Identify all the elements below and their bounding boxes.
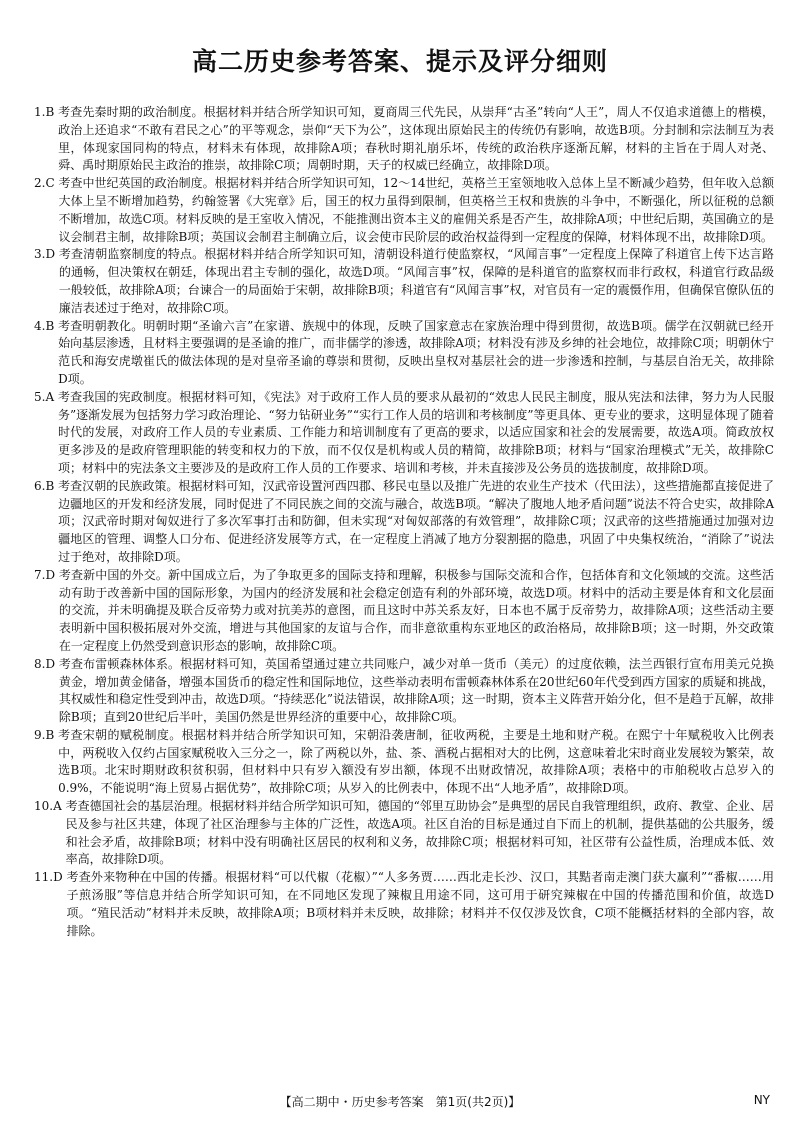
answer-text: 考查先秦时期的政治制度。根据材料并结合所学知识可知，夏商周三代先民，从崇拜“古圣”转向“人王”，周人不仅追求道德上的楷模，政治上还追求“不敢有君民之心”的平等观念，崇仰“天下为公”，这体现出原始民主的传统仍有影响，故选B项。分封制和宗法制互为表里，体现家国同构的特点，材料未有体现，故排除A项；春秋时期礼崩乐坏，传统的政治秩序逐渐瓦解，材料的主旨在于周人对尧、舜、禹时期原始民主政治的推崇，故排除C项；周朝时期，天子的权威已经确立，故排除D项。: [58, 105, 774, 173]
answer-number: 6.B: [34, 478, 59, 493]
answer-number: 3.D: [34, 247, 59, 262]
answer-item: [34, 389, 774, 478]
answer-item: [34, 175, 774, 246]
page-footer: 【高二期中・历史参考答案 第1页(共2页)】: [279, 1095, 521, 1109]
answer-text: 考查外来物种在中国的传播。根据材料“可以代椒（花椒）”“人多务贾……西北走长沙、汉口，其黠者南走澳门获大赢利”“番椒……用子煎汤服”等信息并结合所学知识可知，在不同地区发现了辣椒且用途不同，这可用于研究辣椒在中国的传播范围和价值，故选D项。“殖民活动”材料并未反映，故排除A项；B项材料并未反映，故排除；材料并不仅仅涉及饮食，C项不能概括材料的全部内容，故排除。: [66, 870, 774, 938]
answer-item: [34, 567, 774, 656]
answer-text: 考查德国社会的基层治理。根据材料并结合所学知识可知，德国的“邻里互助协会”是典型的居民自我管理组织，政府、教堂、企业、居民及参与社区共建，体现了社区治理参与主体的广泛性，故选A项。社区自治的目标是通过自下而上的机制，提供基础的公共服务，缓和社会矛盾，故排除B项；材料中没有明确社区居民的权利和义务，故排除C项；根据材料可知，社区带有公益性质，治理成本低、效率高，故排除D项。: [65, 799, 774, 867]
answer-number: 9.B: [34, 727, 59, 742]
answer-item: [34, 869, 774, 940]
answer-number: 8.D: [34, 656, 59, 671]
answer-text: 考查中世纪英国的政治制度。根据材料并结合所学知识可知，12～14世纪，英格兰王室领地收入总体上呈不断减少趋势，但年收入总额大体上呈不断增加趋势，约翰签署《大宪章》后，国王的权力虽得到限制，但英格兰王权和贵族的斗争中，不断强化，所以征税的总额不断增加，故选C项。材料反映的是王室收入情况，不能推测出资本主义的雇佣关系是否产生，故排除A项；中世纪后期，英国确立的是议会制君主制，故排除B项；英国议会制君主制确立后，议会使市民阶层的政治权益得到一定程度的保障，材料体现不出，故排除D项。: [58, 176, 774, 244]
footer-code: NY: [753, 1093, 770, 1107]
answer-number: 1.B: [34, 105, 59, 119]
answer-number: 7.D: [34, 567, 59, 582]
answer-text: 考查布雷顿森林体系。根据材料可知，英国希望通过建立共同账户，减少对单一货币（美元）的过度依赖，法兰西银行宣布用美元兑换黄金，增加黄金储备，增强本国货币的稳定性和国际地位，这些举动表明布雷顿森林体系在20世纪60年代受到西方国家的质疑和挑战，其权威性和稳定性受到冲击，故选D项。“持续恶化”说法错误，故排除A项；这一时期，资本主义阵营开始分化，但不是趋于瓦解，故排除B项；直到20世纪后半叶，美国仍然是世界经济的重要中心，故排除C项。: [58, 656, 774, 725]
answer-text: 考查宋朝的赋税制度。根据材料并结合所学知识可知，宋朝沿袭唐制，征收两税，主要是土地和财产税。在熙宁十年赋税收入比例表中，两税收入仅约占国家赋税收入三分之一，除了两税以外，盐、茶、酒税占据相对大的比例，这意味着北宋时商业发展较为繁荣，故选B项。北宋时期财政积贫积弱，但材料中只有岁入额没有岁出额，体现不出财政情况，故排除A项；表格中的市舶税收占总岁入的0.9%，不能说明“海上贸易占据优势”，故排除C项；从岁入的比例表中，体现不出“人地矛盾”，故排除D项。: [58, 727, 774, 796]
answer-item: [34, 478, 774, 567]
answer-number: 11.D: [34, 870, 67, 885]
answer-item: [34, 318, 774, 389]
answer-number: 10.A: [34, 799, 66, 814]
answer-text: 考查清朝监察制度的特点。根据材料并结合所学知识可知，清朝设科道行使监察权，“风闻言事”一定程度上保障了科道官上传下达言路的通畅，但决策权在朝廷，体现出君主专制的强化，故选D项。“风闻言事”权，保障的是科道官的监察权而非行政权，科道官行政品级一般较低，故排除A项；台谏合一的局面始于宋朝，故排除B项；科道官有“风闻言事”权，对官员有一定的震慑作用，但确保官僚队伍的廉洁表述过于绝对，故排除C项。: [58, 247, 774, 315]
answer-text: 考查明朝教化。明朝时期“圣谕六言”在家谱、族规中的体现，反映了国家意志在家族治理中得到贯彻，故选B项。儒学在汉朝就已经开始向基层渗透，且材料主要强调的是圣谕的推广，而非儒学的渗透，故排除A项；材料没有涉及乡绅的社会地位，故排除C项；明朝休宁范氏和海安虎墩崔氏的做法体现的是对皇帝圣谕的尊崇和贯彻，反映出皇权对基层社会的进一步渗透和控制，与基层自治无关，故排除D项。: [58, 318, 774, 386]
answer-item: [34, 727, 774, 798]
answer-item: [34, 798, 774, 869]
answer-item: [34, 246, 774, 317]
answer-text: 考查新中国的外交。新中国成立后，为了争取更多的国际支持和理解，积极参与国际交流和合作，包括体育和文化领域的交流。这些活动有助于改善新中国的国际形象，为国内的经济发展和社会稳定创造有利的外部环境，故选D项。材料中的活动主要是体育和文化层面的交流，并未明确提及联合反帝势力或对抗美苏的意图，而且这时中苏关系友好，日本也不属于反帝势力，故排除A项；这些活动主要表明新中国积极拓展对外交流，增进与其他国家的友谊与合作，而非意欲重构东亚地区的政治格局，故排除B项；这一时期，外交政策在一定程度上仍然受到意识形态的影响，故排除C项。: [58, 567, 774, 653]
answer-list: [34, 104, 774, 940]
page-title: 高二历史参考答案、提示及评分细则: [191, 47, 608, 76]
answer-number: 5.A: [34, 389, 58, 404]
answer-text: 考查汉朝的民族政策。根据材料可知，汉武帝设置河西四郡、移民屯垦以及推广先进的农业生产技术（代田法），这些措施都直接促进了边疆地区的开发和经济发展，同时促进了不同民族之间的交流与融合，故选B项。“解决了腹地人地矛盾问题”说法不符合史实，故排除A项；汉武帝时期对匈奴进行了多次军事打击和防御，但未实现“对匈奴部落的有效管理”，故排除C项；汉武帝的这些措施通过加强对边疆地区的管理、调整人口分布、促进经济发展等方式，在一定程度上消减了地方分裂割据的隐患，巩固了中央集权统治，“消除了”说法过于绝对，故排除D项。: [58, 478, 774, 564]
answer-number: 2.C: [34, 176, 59, 191]
answer-text: 考查我国的宪政制度。根据材料可知，《宪法》对于政府工作人员的要求从最初的“效忠人民民主制度，服从宪法和法律，努力为人民服务”逐渐发展为包括努力学习政治理论、“努力钻研业务”“实行工作人员的培训和考核制度”等更具体、更专业的要求，这明显体现了随着时代的发展，对政府工作人员的专业素质、工作能力和培训制度有了更高的要求，以适应国家和社会的发展需要，故选A项。简政放权更多涉及的是政府管理职能的转变和权力的下放，而不仅仅是机构或人员的精简，故排除B项；材料与“国家治理模式”无关，故排除C项；材料中的宪法条文主要涉及的是政府工作人员的工作要求、培训和考核，并未直接涉及公务员的选拔制度，故排除D项。: [57, 389, 774, 475]
answer-number: 4.B: [34, 318, 59, 333]
answer-item: [34, 656, 774, 727]
answer-item: [34, 104, 774, 175]
